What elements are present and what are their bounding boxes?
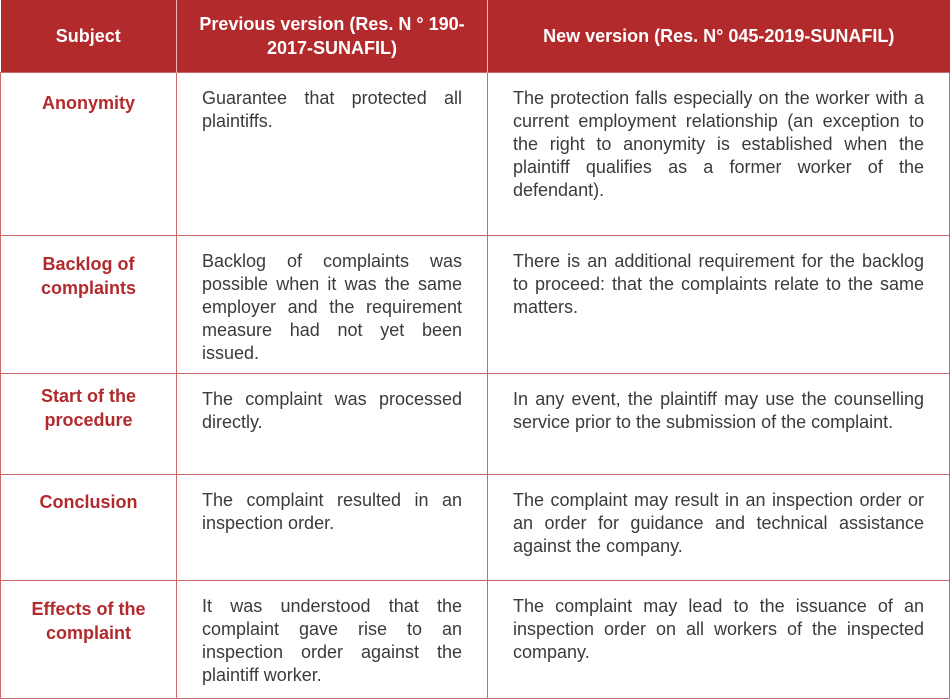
table-row <box>1 236 950 374</box>
table-row <box>1 374 950 475</box>
table-row <box>1 581 950 699</box>
row-new-text: The protection falls especially on the worker with a current employment relationship (an exception to the right to anonymity is established when the plaintiff qualifies as a former worker of the defendant). <box>488 73 950 236</box>
row-subject: Anonymity <box>1 73 177 236</box>
row-previous-text: Guarantee that protected all plaintiffs. <box>177 73 488 236</box>
header-new-version: New version (Res. N° 045-2019-SUNAFIL) <box>488 0 950 73</box>
table-header-row <box>1 0 950 73</box>
row-subject: Start of the procedure <box>1 374 177 475</box>
header-previous-version: Previous version (Res. N ° 190-2017-SUNAFIL) <box>177 0 488 73</box>
row-previous-text: It was understood that the complaint gave rise to an inspection order against the plaintiff worker. <box>177 581 488 699</box>
row-subject: Conclusion <box>1 475 177 581</box>
row-subject: Backlog of complaints <box>1 236 177 374</box>
row-new-text: The complaint may result in an inspection order or an order for guidance and technical assistance against the company. <box>488 475 950 581</box>
row-subject: Effects of the complaint <box>1 581 177 699</box>
row-new-text: There is an additional requirement for the backlog to proceed: that the complaints relate to the same matters. <box>488 236 950 374</box>
table-row <box>1 73 950 236</box>
table-row <box>1 475 950 581</box>
row-previous-text: The complaint was processed directly. <box>177 374 488 475</box>
row-previous-text: Backlog of complaints was possible when it was the same employer and the requirement measure had not yet been issued. <box>177 236 488 374</box>
row-new-text: The complaint may lead to the issuance of an inspection order on all workers of the inspected company. <box>488 581 950 699</box>
row-new-text: In any event, the plaintiff may use the counselling service prior to the submission of the complaint. <box>488 374 950 475</box>
header-subject: Subject <box>1 0 177 73</box>
row-previous-text: The complaint resulted in an inspection order. <box>177 475 488 581</box>
